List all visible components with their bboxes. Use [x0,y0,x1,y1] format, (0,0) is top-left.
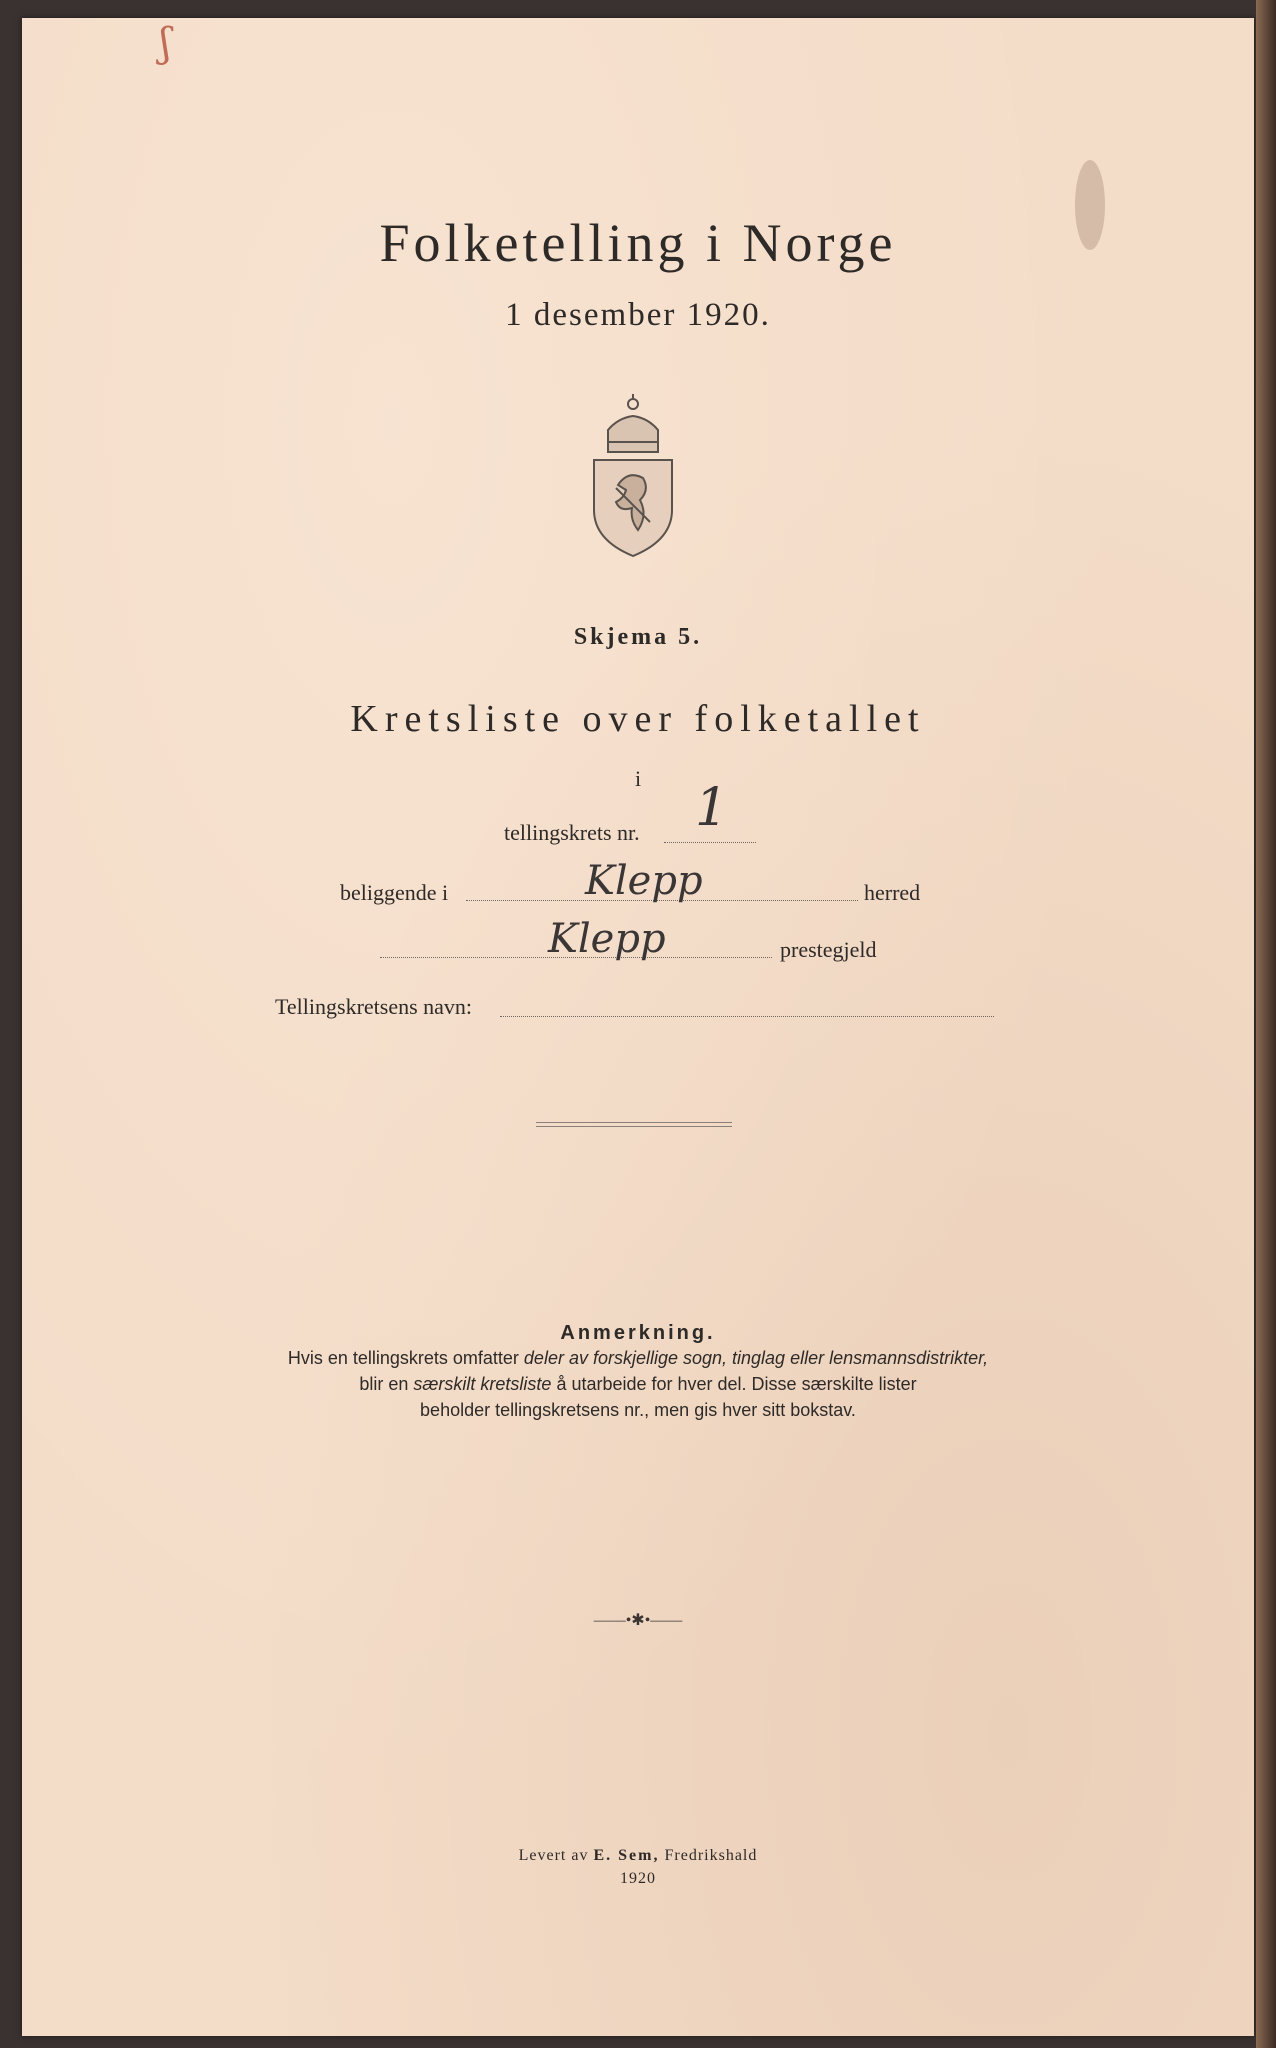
parish-suffix: prestegjeld [780,937,877,962]
note-text: Hvis en tellingskrets omfatter [287,1348,524,1368]
form-heading: Kretsliste over folketallet [350,698,926,740]
note-line-3: beholder tellingskretsens nr., men gis hver sitt bokstav. [420,1400,856,1420]
district-name-line [500,1016,994,1017]
red-pencil-mark: ʃ [160,20,171,66]
note-text: å utarbeide for hver del. Disse særskilte lister [551,1374,917,1394]
note-emphasis: deler av forskjellige sogn, tinglag eller lensmannsdistrikter, [523,1348,989,1368]
district-label: tellingskrets nr. [504,820,640,845]
municipality-value: Klepp [585,858,703,904]
note-text: blir en [359,1374,414,1394]
parish-value: Klepp [548,916,666,962]
district-name-label: Tellingskretsens navn: [275,994,473,1019]
located-label: beliggende i [340,880,449,905]
document-title: Folketelling i Norge [379,213,897,273]
separator-rule-2 [536,1126,732,1127]
separator-rule [536,1122,732,1123]
district-line [664,842,756,843]
note-line-1 [0,1348,1276,1369]
printer-place: Fredrikshald [659,1847,758,1864]
ornament: ——•✱•—— [593,1612,683,1629]
connector-text: i [634,766,642,791]
print-year: 1920 [620,1870,656,1887]
printer-name: E. Sem, [593,1847,660,1864]
municipality-suffix: herred [864,880,921,905]
printer-line [0,1847,1276,1865]
census-date: 1 desember 1920. [505,297,771,333]
printer-prefix: Levert av [518,1847,594,1864]
note-emphasis: særskilt kretsliste [413,1374,552,1394]
district-value: 1 [695,778,729,838]
note-heading: Anmerkning. [560,1322,716,1344]
note-line-2 [0,1374,1276,1395]
norway-coat-of-arms-icon [588,390,678,560]
schema-number: Skjema 5. [573,624,703,650]
